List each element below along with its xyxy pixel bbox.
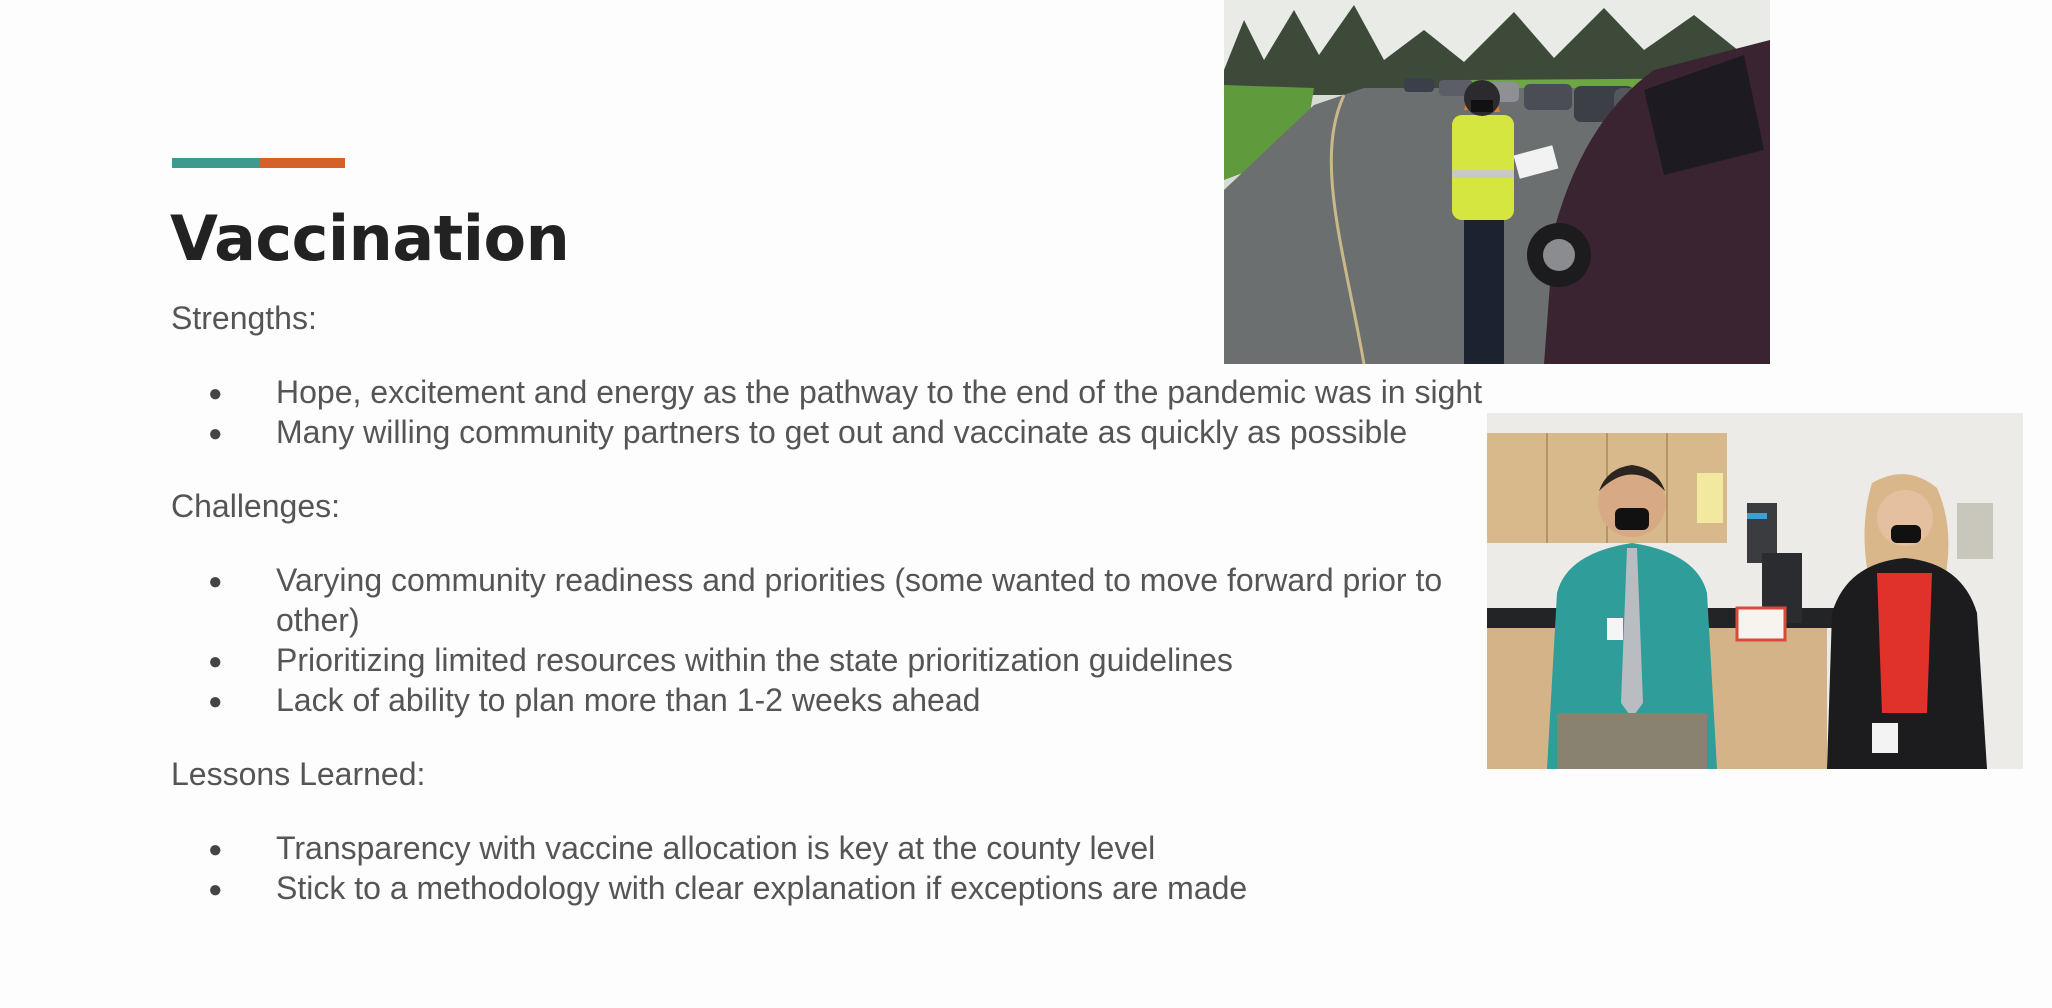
bullet-icon: ● <box>208 648 223 675</box>
accent-bar-teal <box>172 158 259 168</box>
strengths-heading: Strengths: <box>171 300 317 336</box>
list-item <box>171 680 1531 720</box>
accent-bar-orange <box>259 158 345 168</box>
bullet-icon: ● <box>208 568 223 595</box>
challenges-list <box>171 560 1471 720</box>
list-item-text: Hope, excitement and energy as the pathway to the end of the pandemic was in sight <box>276 374 1483 410</box>
bullet-icon: ● <box>208 420 223 447</box>
bullet-icon: ● <box>208 876 223 903</box>
bullet-icon: ● <box>208 380 223 407</box>
list-item <box>171 560 1531 640</box>
drive-through-vaccination-photo <box>1224 0 1770 364</box>
list-item <box>171 868 1531 908</box>
list-item-text: Varying community readiness and priorities (some wanted to move forward prior to other) <box>276 562 1443 638</box>
list-item <box>171 372 1531 412</box>
list-item-text: Prioritizing limited resources within the state prioritization guidelines <box>276 642 1233 678</box>
list-item-text: Transparency with vaccine allocation is key at the county level <box>276 830 1156 866</box>
challenges-heading: Challenges: <box>171 488 340 524</box>
bullet-icon: ● <box>208 688 223 715</box>
list-item-text: Lack of ability to plan more than 1-2 weeks ahead <box>276 682 981 718</box>
lessons-heading: Lessons Learned: <box>171 756 426 792</box>
bullet-icon: ● <box>208 836 223 863</box>
list-item <box>171 828 1531 868</box>
slide-title: Vaccination <box>170 202 570 275</box>
list-item-text: Many willing community partners to get out and vaccinate as quickly as possible <box>276 414 1408 450</box>
slide-body <box>171 298 1483 942</box>
vaccination-card-photo <box>1487 413 2023 769</box>
list-item <box>171 412 1531 452</box>
list-item-text: Stick to a methodology with clear explanation if exceptions are made <box>276 870 1248 906</box>
lessons-list <box>171 828 1471 908</box>
strengths-list <box>171 372 1483 452</box>
accent-bar <box>172 158 345 168</box>
list-item <box>171 640 1531 680</box>
